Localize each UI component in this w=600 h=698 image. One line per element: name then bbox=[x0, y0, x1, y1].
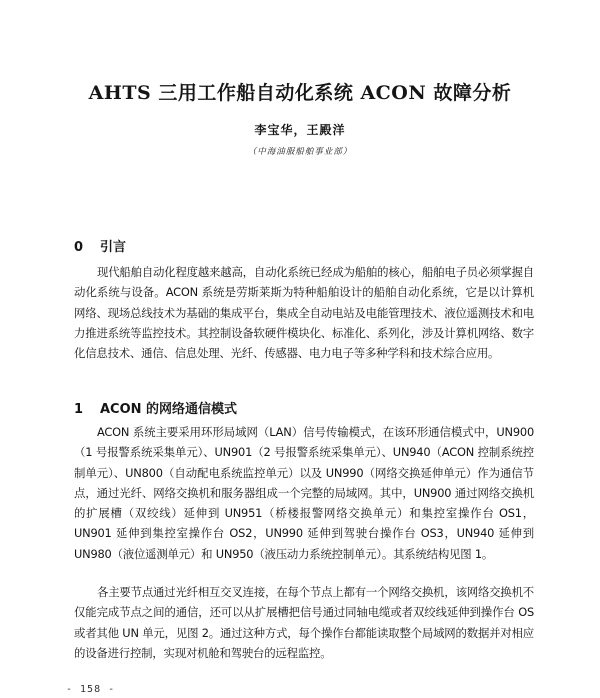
section-title: 引言 bbox=[100, 240, 127, 255]
page-number: - 158 - bbox=[66, 684, 116, 695]
section-number: 1 bbox=[74, 402, 84, 417]
affiliation: （中海油服船舶事业部） bbox=[247, 147, 353, 157]
authors: 李宝华，王殿洋 bbox=[254, 123, 346, 137]
paragraph: ACON 系统主要采用环形局域网（LAN）信号传输模式，在该环形通信模式中，UN900（1 号报警系统采集单元）、UN901（2 号报警系统采集单元）、UN940（ACON 控制系统控制单元）、UN800（自动配电系统监控单元）以及 UN990（网络交换延伸单元）作为通信节点，通过光纤、网络交换机和服务器组成一个完整的局域网。其中，UN900 通过网络交换机的扩展槽（双绞线）延伸到 UN951（桥楼报警网络交换单元）和集控室操作台 OS1，UN901 延伸到集控室操作台 OS2，UN990 延伸到驾驶台操作台 OS3，UN940 延伸到 UN980（液位遥测单元）和 UN950（液压动力系统控制单元）。其系统结构见图 1。 bbox=[74, 425, 534, 561]
section-number: 0 bbox=[74, 240, 84, 255]
section-title: ACON 的网络通信模式 bbox=[100, 402, 238, 417]
paragraph: 现代船舶自动化程度越来越高，自动化系统已经成为船舶的核心，船舶电子员必须掌握自动化系统与设备。ACON 系统是劳斯莱斯为特种船舶设计的船舶自动化系统，它是以计算机网络、现场总线技术为基础的集成平台，集成全自动电站及电能管理技术、液位遥测技术和电力推进系统等监控技术。其控制设备软硬件模块化、标准化、系列化，涉及计算机网络、数字化信息技术、通信、信息处理、光纤、传感器、电力电子等多种学科和技术综合应用。 bbox=[74, 265, 534, 361]
section-heading-network bbox=[74, 398, 237, 417]
paper-title: AHTS 三用工作船自动化系统 ACON 故障分析 bbox=[88, 82, 512, 104]
paragraph: 各主要节点通过光纤相互交叉连接，在每个节点上都有一个网络交换机，该网络交换机不仅能完成节点之间的通信，还可以从扩展槽把信号通过同轴电缆或者双绞线延伸到操作台 OS 或者其他 UN 单元，见图 2。通过这种方式，每个操作台都能读取整个局域网的数据并对相应的设备进行控制，实现对机舱和驾驶台的远程监控。 bbox=[74, 585, 534, 660]
section-heading-introduction bbox=[74, 236, 126, 255]
